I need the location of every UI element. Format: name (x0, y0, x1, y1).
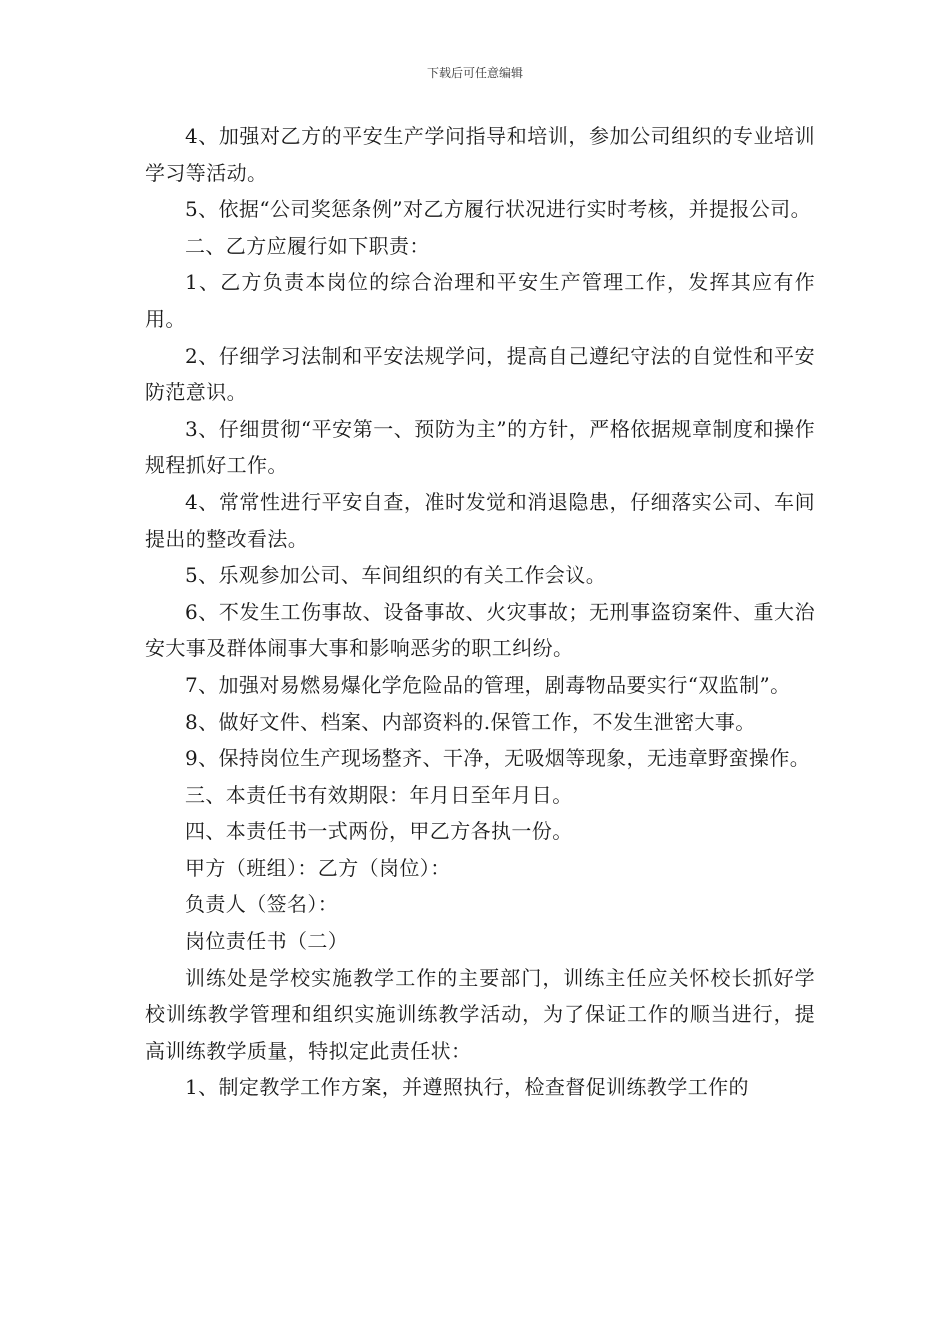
document-subtitle: 岗位责任书（二） (185, 929, 349, 954)
section-heading: 三、本责任书有效期限：年月日至年月日。 (185, 782, 573, 807)
paragraph: 6、不发生工伤事故、设备事故、火灾事故；无刑事盗窃案件、重大治安大事及群体闹事大事和影响恶劣的职工纠纷。 (145, 599, 815, 661)
paragraph: 5、依据“公司奖惩条例”对乙方履行状况进行实时考核，并提报公司。 (185, 197, 811, 222)
paragraph: 1、乙方负责本岗位的综合治理和平安生产管理工作，发挥其应有作用。 (145, 270, 815, 331)
paragraph: 3、仔细贯彻“平安第一、预防为主”的方针，严格依据规章制度和操作规程抓好工作。 (145, 416, 815, 478)
paragraph: 1、制定教学工作方案，并遵照执行，检查督促训练教学工作的 (185, 1075, 749, 1100)
paragraph: 8、做好文件、档案、内部资料的.保管工作，不发生泄密大事。 (185, 709, 756, 734)
document-body (145, 118, 815, 1106)
section-heading: 二、乙方应履行如下职责： (185, 233, 430, 258)
paragraph: 训练处是学校实施教学工作的主要部门，训练主任应关怀校长抓好学校训练教学管理和组织实施训练教学活动，为了保证工作的顺当进行，提高训练教学质量，特拟定此责任状： (145, 965, 815, 1063)
signature-line-parties: 甲方（班组）：乙方（岗位）： (185, 855, 451, 880)
paragraph: 4、常常性进行平安自查，准时发觉和消退隐患，仔细落实公司、车间提出的整改看法。 (145, 489, 815, 551)
paragraph: 4、加强对乙方的平安生产学问指导和培训，参加公司组织的专业培训学习等活动。 (145, 124, 815, 185)
paragraph: 9、保持岗位生产现场整齐、干净，无吸烟等现象，无违章野蛮操作。 (185, 746, 811, 771)
paragraph: 5、乐观参加公司、车间组织的有关工作会议。 (185, 563, 607, 588)
signature-line-responsible: 负责人（签名）： (185, 892, 339, 917)
paragraph: 7、加强对易燃易爆化学危险品的管理，剧毒物品要实行“双监制”。 (185, 672, 791, 697)
paragraph: 2、仔细学习法制和平安法规学问，提高自己遵纪守法的自觉性和平安防范意识。 (145, 343, 815, 405)
section-heading: 四、本责任书一式两份，甲乙方各执一份。 (185, 819, 573, 844)
page-header: 下载后可任意编辑 (426, 66, 523, 80)
